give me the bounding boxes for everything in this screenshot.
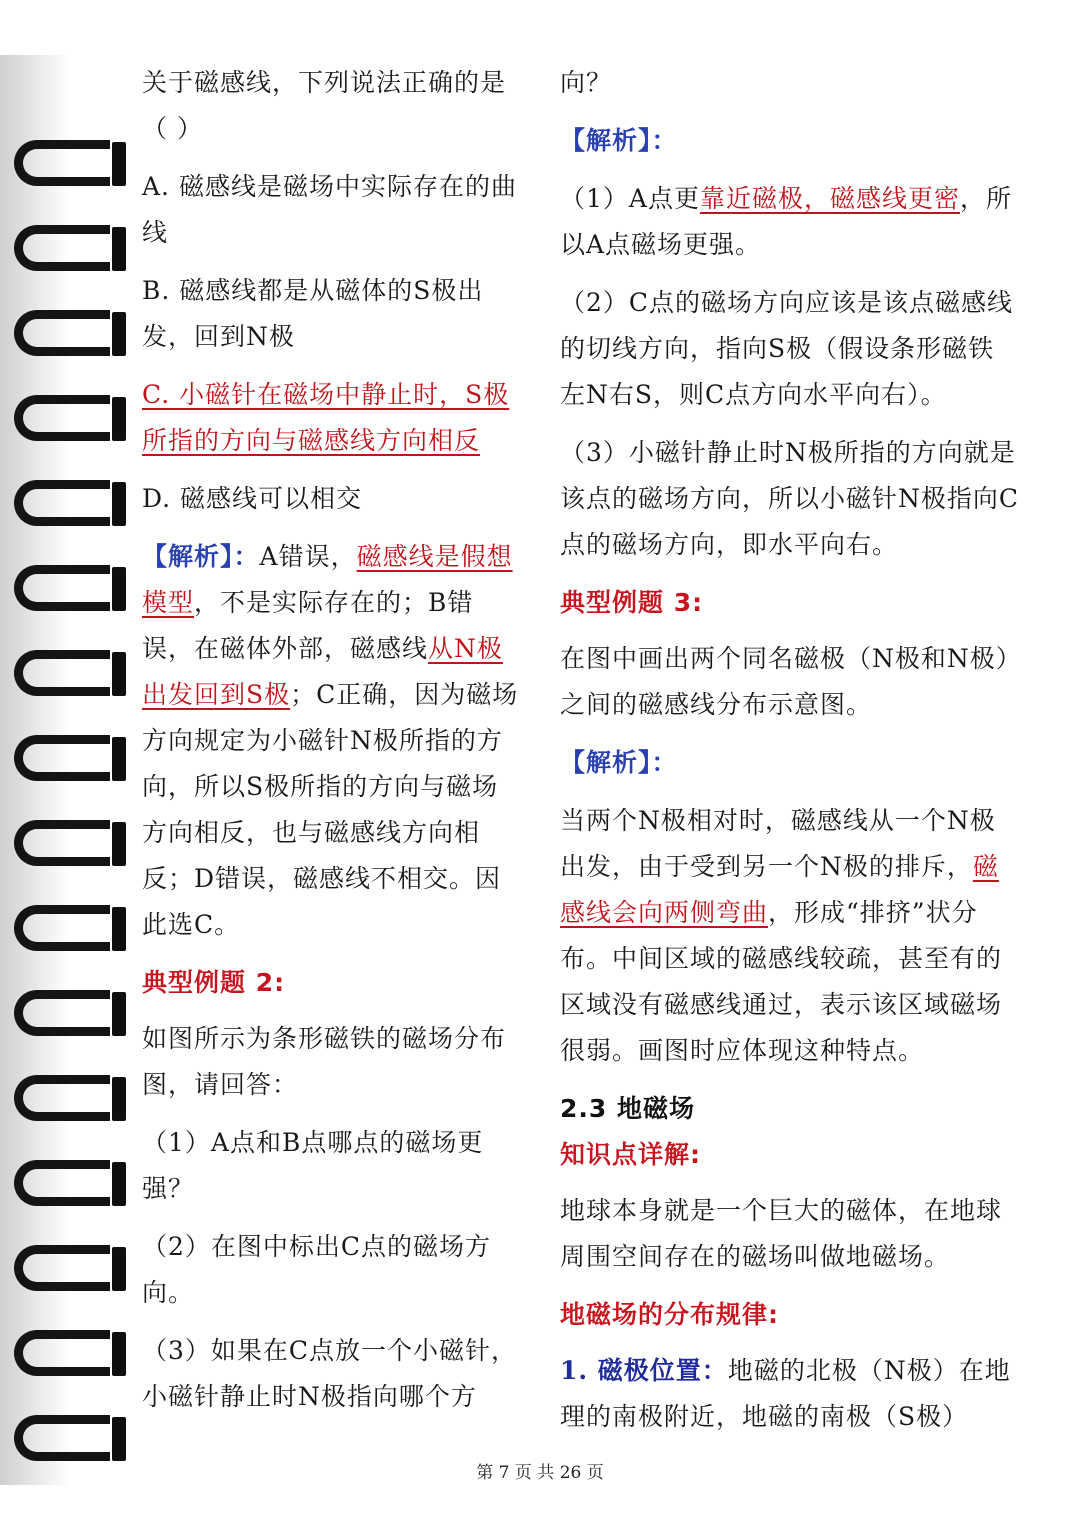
answer-3: （3）小磁针静止时N极所指的方向就是该点的磁场方向，所以小磁针N极指向C点的磁场方向，即水平向右。 (560, 438, 1020, 559)
analysis-label: 【解析】： (560, 748, 678, 777)
binding-ring (14, 1075, 126, 1121)
analysis-highlight: 磁感线是假想模型 (142, 542, 513, 617)
binding-ring (14, 735, 126, 781)
distribution-title: 地磁场的分布规律: (560, 1300, 779, 1329)
binding-ring (14, 480, 126, 526)
binding-ring (14, 1415, 126, 1461)
binding-ring (14, 565, 126, 611)
example-2-title: 典型例题 2: (142, 968, 286, 997)
analysis-highlight: 从N极出发回到S极 (142, 634, 503, 709)
example-2-intro: 如图所示为条形磁铁的磁场分布图，请回答： (142, 1024, 507, 1099)
analysis-text: ，不是实际存在的；B错误，在磁体外部，磁感线 (142, 588, 474, 663)
binding-ring (14, 140, 126, 186)
analysis-label: 【解析】： (142, 542, 260, 571)
binding-ring (14, 395, 126, 441)
page-footer: 第 7 页 共 26 页 (476, 1463, 604, 1483)
item-1 (560, 1348, 1020, 1440)
answer-2: （2）C点的磁场方向应该是该点磁感线的切线方向，指向S极（假设条形磁铁左N右S，则C点方向水平向右）。 (560, 288, 1014, 409)
binding-ring (14, 650, 126, 696)
option-b: B. 磁感线都是从磁体的S极出发，回到N极 (142, 276, 484, 351)
analysis-text: 当两个N极相对时，磁感线从一个N极出发，由于受到另一个N极的排斥， (560, 806, 996, 881)
option-c-correct: C. 小磁针在磁场中静止时，S极所指的方向与磁感线方向相反 (142, 380, 510, 455)
analysis-highlight: 磁感线会向两侧弯曲 (560, 852, 999, 927)
binding-ring (14, 1245, 126, 1291)
analysis-label: 【解析】： (560, 126, 678, 155)
knowledge-title: 知识点详解: (560, 1140, 701, 1169)
binding-ring (14, 1330, 126, 1376)
binding-ring (14, 1160, 126, 1206)
right-column (560, 60, 1020, 1452)
knowledge-text: 地球本身就是一个巨大的磁体，在地球周围空间存在的磁场叫做地磁场。 (560, 1196, 1003, 1271)
option-d: D. 磁感线可以相交 (142, 484, 363, 513)
example-3-title: 典型例题 3: (560, 588, 704, 617)
answer-text: （1）A点更 (560, 184, 700, 213)
analysis-text: ；C正确，因为磁场方向规定为小磁针N极所指的方向，所以S极所指的方向与磁场方向相反，也与磁感线方向相反；D错误，磁感线不相交。因此选C。 (142, 680, 519, 939)
answer-text: ，所以A点磁场更强。 (560, 184, 1012, 259)
analysis-text: ，形成“排挤”状分布。中间区域的磁感线较疏，甚至有的区域没有磁感线通过，表示该区域磁场很弱。画图时应体现这种特点。 (560, 898, 1003, 1065)
example-2-q1: （1）A点和B点哪点的磁场更强？ (142, 1128, 484, 1203)
example-2-q3-continued: 向？ (560, 68, 613, 97)
section-title: 2.3 地磁场 (560, 1094, 695, 1123)
binding-ring (14, 310, 126, 356)
answer-highlight: 靠近磁极，磁感线更密 (699, 184, 960, 213)
option-a: A. 磁感线是磁场中实际存在的曲线 (142, 172, 517, 247)
example-2-q2: （2）在图中标出C点的磁场方向。 (142, 1232, 492, 1307)
analysis-paragraph (142, 534, 524, 948)
binding-ring (14, 990, 126, 1036)
example-2-q3: （3）如果在C点放一个小磁针，小磁针静止时N极指向哪个方 (142, 1336, 518, 1411)
analysis-text: A错误， (259, 542, 357, 571)
spiral-binding (0, 55, 140, 1485)
item-1-label: 1. 磁极位置： (560, 1356, 728, 1385)
question-text: 关于磁感线，下列说法正确的是（ ） (142, 68, 507, 143)
binding-ring (14, 820, 126, 866)
item-1-text: 地磁的北极（N极）在地理的南极附近，地磁的南极（S极） (560, 1356, 1011, 1431)
binding-ring (14, 905, 126, 951)
left-column (142, 60, 524, 1432)
answer-1 (560, 176, 1020, 268)
example-3-analysis (560, 798, 1020, 1074)
binding-ring (14, 225, 126, 271)
example-3-question: 在图中画出两个同名磁极（N极和N极）之间的磁感线分布示意图。 (560, 644, 1010, 719)
